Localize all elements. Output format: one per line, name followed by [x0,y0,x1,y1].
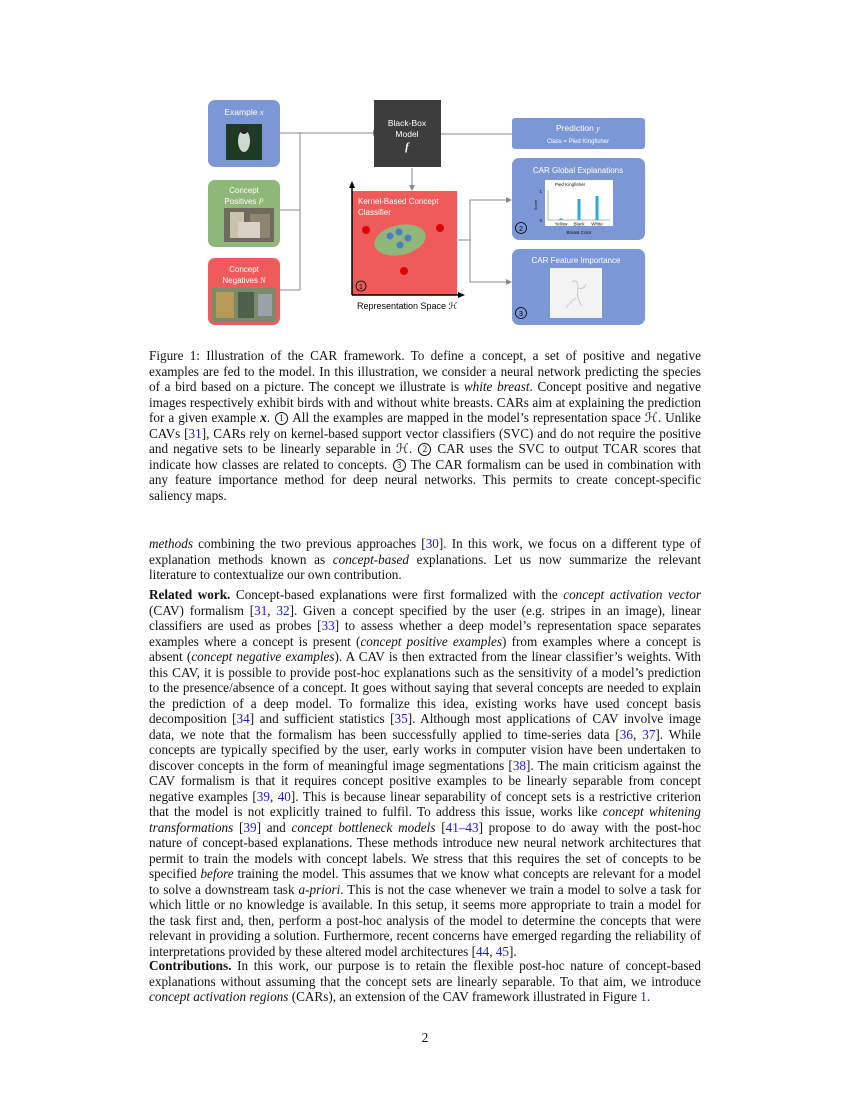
svg-text:Example x: Example x [224,107,264,117]
citation-link[interactable]: 31 [188,425,202,441]
figure-1-diagram [0,0,850,340]
paragraph-contributions: Contributions. In this work, our purpose is to retain the flexible post-hoc nature of concept-based explanations without assuming that the concept sets are linearly separable. To that aim, we introduce concept activation regions (CARs), an extension of the CAV framework illustrated in Figure 1. [149,958,701,1004]
bar-black [578,199,581,220]
citation-link[interactable]: 33 [321,618,335,633]
tick-label-yellow: Yellow [554,221,568,227]
bar-yellow [560,219,563,221]
svg-text:3: 3 [519,311,523,318]
citation-link[interactable]: 31 [254,602,268,618]
paragraph-intro-continued: methods combining the two previous approaches [30]. In this work, we focus on a different type of explanation methods known as concept-based explanations. Let us now summarize the relevant literature to contextualize our own contribution. [149,536,701,582]
svg-text:Concept: Concept [229,265,259,274]
citation-link[interactable]: 32 [276,602,290,618]
svg-text:1: 1 [539,189,542,194]
svg-text:Concept: Concept [229,186,259,195]
svg-text:Score: Score [533,199,538,211]
svg-text:2: 2 [519,226,523,233]
citation-link[interactable]: 38 [512,757,527,773]
tick-label-white: White [591,221,603,227]
car-global-explanations [512,158,645,240]
svg-text:Positives P: Positives P [224,197,264,206]
section-heading-contributions: Contributions. [149,958,232,973]
representation-space [349,181,465,311]
citation-link[interactable]: 35 [394,711,408,726]
svg-text:Breast Color: Breast Color [566,230,592,235]
page-number: 2 [421,1030,429,1045]
citation-link[interactable]: 41–43 [445,819,479,835]
citation-link[interactable]: 37 [642,726,656,742]
citation-link[interactable]: 45 [495,943,509,959]
section-heading-related-work: Related work. [149,587,231,602]
bar-white [596,196,599,220]
chart-category-labels [555,222,604,227]
citation-link[interactable]: 44 [476,943,490,959]
svg-text:Kernel-Based Concept: Kernel-Based Concept [358,197,439,206]
svg-text:CAR Global Explanations: CAR Global Explanations [532,166,624,175]
citation-link[interactable]: 30 [425,536,439,551]
car-feature-importance [512,249,645,325]
saliency-map-image [550,268,602,318]
black-box-model [374,100,441,167]
svg-text:Prediction y: Prediction y [556,123,600,133]
concept-negatives-box [208,258,280,325]
svg-text:1: 1 [359,284,363,291]
concept-positives-box [208,180,280,247]
svg-text:0: 0 [539,218,542,223]
example-box [208,100,280,167]
tick-label-black: Black [573,221,585,227]
paragraph-related-work: Related work. Concept-based explanations were first formalized with the concept activation vector (CAV) formalism [31, 32]. Given a concept specified by the user (e.g. stripes in an image), linear classifiers are used as probes [33] to assess whether a deep model’s representation space separates examples where a concept is present (concept positive examples) from examples where a concept is absent (concept negative examples). A CAV is then extracted from the linear classifier’s weights. With this CAV, it is possible to provide post-hoc explanations such as the sensitivity of a model’s prediction to the presence/absence of a concept. It goes without saying that several concepts are needed to explain the prediction of a deep model. To formalize this idea, existing works have used concept basis decomposition [34] and sufficient statistics [35]. Although most applications of CAV involve image data, we note that the formalism has been successfully applied to time-series data [36, 37]. While concepts are typically specified by the user, early works in computer vision have been undertaken to discover concepts in the form of meaningful image segmentations [38]. The main criticism against the CAV formalism is that it requires concept positive examples to be linearly separable from concept negative examples [39, 40]. This is because linear separability of concept sets is a restrictive criterion that the model is not explicitly trained to fulfil. To address this issue, works like concept whitening transformations [39] and concept bottleneck models [41–43] propose to do away with the post-hoc nature of concept-based explanations. These methods introduce new neural network architectures that permit to train the models with concept labels. We stress that this requires the set of concepts to be specified before training the model. This assumes that we know what concepts are relevant for a model to solve a downstream task a-priori. This is not the case whenever we train a model to solve a task for which little or no knowledge is available. In this setup, it seems more appropriate to train a model for the task first and, then, perform a post-hoc analysis of the model to determine the concepts that were relevant in providing a solution. Furthermore, recent concerns have emerged regarding the reliability of interpretations provided by these altered model architectures [44, 45]. [149,587,702,959]
svg-text:Negatives N: Negatives N [222,276,266,285]
prediction-box [512,118,645,149]
citation-link[interactable]: 39 [256,788,270,804]
citation-link[interactable]: 34 [236,711,250,726]
svg-text:Classifier: Classifier [358,208,391,217]
svg-text:Representation Space ℋ: Representation Space ℋ [357,301,458,311]
svg-text:CAR Feature Importance: CAR Feature Importance [531,256,621,265]
svg-text:f: f [405,141,409,153]
svg-text:Class = Pied Kingfisher: Class = Pied Kingfisher [546,139,610,145]
svg-text:Black-Box: Black-Box [387,118,427,128]
figure-caption: Figure 1: Illustration of the CAR framework. To define a concept, a set of positive and negative examples are fed to the model. In this illustration, we consider a neural network predicting the species of a bird based on a picture. The concept we illustrate is white breast. Concept positive and negative images respectively exhibit birds with and without white breasts. CARs aim at explaining the prediction for a given example x. 1 All the examples are mapped in the model’s representation space ℋ. Unlike CAVs [31], CARs rely on kernel-based support vector classifiers (SVC) and do not require the positive and negative sets to be linearly separable in ℋ. 2 CAR uses the SVC to output TCAR scores that indicate how classes are related to concepts. 3 The CAR formalism can be used in combination with any feature importance method for deep neural networks. This permits to create concept-specific saliency maps. [149,348,701,503]
citation-link[interactable]: 40 [277,788,291,804]
svg-text:Pied Kingfisher: Pied Kingfisher [554,182,586,187]
citation-link[interactable]: 36 [619,726,633,742]
citation-link[interactable]: 39 [243,819,257,835]
figure-reference-link[interactable]: 1 [640,989,647,1004]
svg-text:Model: Model [395,129,419,139]
